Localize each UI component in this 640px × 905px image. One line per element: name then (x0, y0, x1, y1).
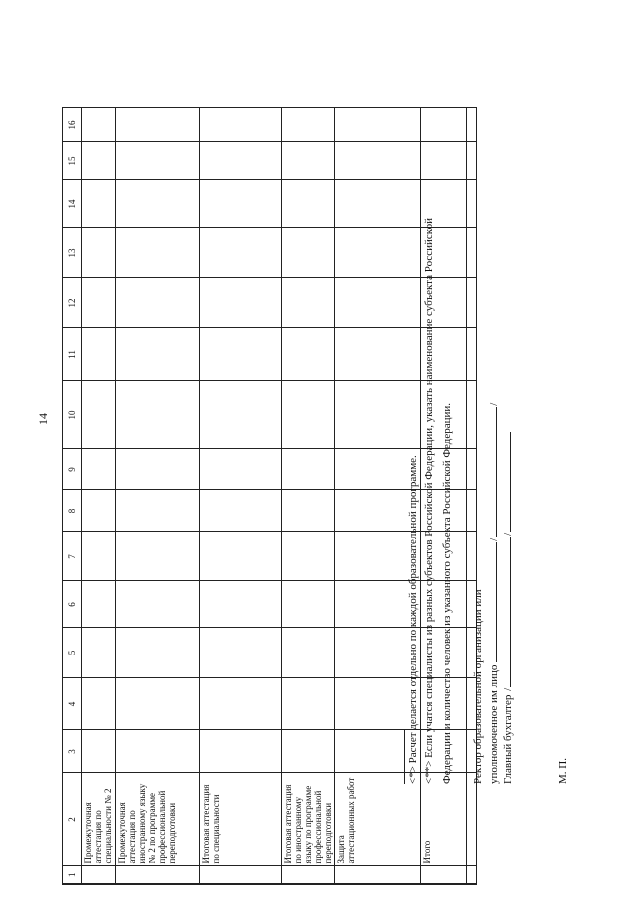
table-cell (82, 866, 116, 884)
table-cell (82, 328, 116, 381)
accountant-signature-row (500, 432, 514, 784)
table-cell (200, 328, 282, 381)
table-cell (282, 730, 335, 773)
table-cell (82, 180, 116, 228)
table-cell (282, 490, 335, 532)
accountant-signature-line (500, 537, 511, 687)
table-cell (467, 228, 477, 278)
column-number: 4 (63, 678, 82, 730)
table-cell (200, 532, 282, 581)
column-number: 9 (63, 449, 82, 490)
rector-title: Ректор образовательной организации или (472, 589, 484, 784)
table-cell (116, 730, 200, 773)
table-cell (116, 628, 200, 678)
slash-4: / (502, 532, 514, 536)
table-cell (116, 142, 200, 180)
accountant-title: Главный бухгалтер (502, 694, 514, 784)
table-cell (335, 328, 421, 381)
table-cell (467, 449, 477, 490)
table-cell (467, 108, 477, 142)
table-cell (116, 581, 200, 628)
table-cell (82, 449, 116, 490)
slash-2: / (488, 402, 500, 406)
table-cell (200, 108, 282, 142)
table-cell (282, 678, 335, 730)
table-cell (200, 678, 282, 730)
row-label: Промежуточная аттестация по иностранному языку № 2 по программе профессиональной переподготовки (116, 773, 200, 866)
table-cell (335, 108, 421, 142)
table-cell (200, 449, 282, 490)
column-number: 12 (63, 278, 82, 328)
table-cell (200, 142, 282, 180)
slash-3: / (502, 687, 514, 691)
table-cell (467, 142, 477, 180)
column-number-row (63, 108, 82, 884)
table-row (200, 108, 282, 884)
table-cell (282, 449, 335, 490)
table-cell (82, 228, 116, 278)
table-cell (282, 278, 335, 328)
table-cell (200, 381, 282, 449)
table-cell (200, 278, 282, 328)
table-cell (335, 228, 421, 278)
rector-title-cont: уполномоченное им лицо (488, 664, 500, 784)
table-cell (116, 278, 200, 328)
table-cell (200, 730, 282, 773)
rector-signature-line (486, 542, 497, 662)
table-cell (282, 328, 335, 381)
table-cell (116, 228, 200, 278)
table-cell (467, 866, 477, 884)
table-cell (421, 866, 467, 884)
table-cell (282, 866, 335, 884)
row-label: Промежуточная аттестация по специальности № 2 (82, 773, 116, 866)
table-cell (282, 532, 335, 581)
table-cell (116, 678, 200, 730)
table-cell (116, 490, 200, 532)
column-number: 10 (63, 381, 82, 449)
table-cell (421, 108, 467, 142)
table-row (82, 108, 116, 884)
table-cell (200, 490, 282, 532)
slash-1: / (488, 537, 500, 541)
table-cell (467, 532, 477, 581)
table-cell (467, 180, 477, 228)
row-label: Итоговая аттестация по иностранному языку по программе профессиональной переподготовки (282, 773, 335, 866)
table-cell (82, 628, 116, 678)
column-number: 5 (63, 628, 82, 678)
table-cell (335, 278, 421, 328)
table-cell (467, 381, 477, 449)
table-cell (282, 228, 335, 278)
table-cell (82, 730, 116, 773)
table-cell (82, 381, 116, 449)
table-cell (116, 866, 200, 884)
table-cell (282, 108, 335, 142)
table-cell (200, 866, 282, 884)
table-cell (116, 381, 200, 449)
column-number: 6 (63, 581, 82, 628)
row-label: Итоговая аттестация по специальности (200, 773, 282, 866)
table-cell (82, 678, 116, 730)
table-cell (467, 490, 477, 532)
table-cell (116, 532, 200, 581)
table-cell (116, 328, 200, 381)
table-cell (335, 180, 421, 228)
table-cell (421, 142, 467, 180)
table-cell (116, 108, 200, 142)
table-cell (200, 581, 282, 628)
table-cell (82, 142, 116, 180)
column-number: 13 (63, 228, 82, 278)
column-number: 11 (63, 328, 82, 381)
footnote-1: <*> Расчет делается отдельно по каждой образовательной программе. (407, 455, 419, 784)
column-number: 14 (63, 180, 82, 228)
table-cell (467, 328, 477, 381)
column-number: 1 (63, 866, 82, 884)
table-cell (282, 581, 335, 628)
column-number: 7 (63, 532, 82, 581)
column-number: 2 (63, 773, 82, 866)
table-cell (116, 180, 200, 228)
table-cell (200, 228, 282, 278)
table-cell (116, 449, 200, 490)
footnote-separator (404, 730, 405, 784)
column-number: 8 (63, 490, 82, 532)
table-cell (282, 628, 335, 678)
rector-signature-row (486, 402, 500, 784)
table-cell (282, 180, 335, 228)
table-cell (200, 180, 282, 228)
column-number: 16 (63, 108, 82, 142)
table-cell (335, 381, 421, 449)
table-cell (200, 628, 282, 678)
seal-label: М. П. (557, 758, 569, 784)
table-cell (282, 381, 335, 449)
table-cell (335, 142, 421, 180)
table-cell (467, 773, 477, 866)
table-cell (82, 532, 116, 581)
table-cell (282, 142, 335, 180)
table-cell (82, 581, 116, 628)
column-number: 15 (63, 142, 82, 180)
column-number: 3 (63, 730, 82, 773)
row-label: Защита аттестационных работ (335, 773, 421, 866)
page-number: 14 (36, 413, 50, 425)
table-cell (82, 278, 116, 328)
footnote-2-line-1: <**> Если учатся специалисты из разных субъектов Российской Федерации, указать наименование субъекта Российской (423, 218, 435, 784)
table-cell (467, 278, 477, 328)
table-cell (82, 490, 116, 532)
table-cell (82, 108, 116, 142)
footnote-2-line-2: Федерации и количество человек из указанного субъекта Российской Федерации. (441, 402, 453, 784)
accountant-name-line (500, 432, 511, 532)
row-label: Итого (421, 773, 467, 866)
table-cell (335, 866, 421, 884)
rector-name-line (486, 407, 497, 537)
table-row (282, 108, 335, 884)
table-row (116, 108, 200, 884)
